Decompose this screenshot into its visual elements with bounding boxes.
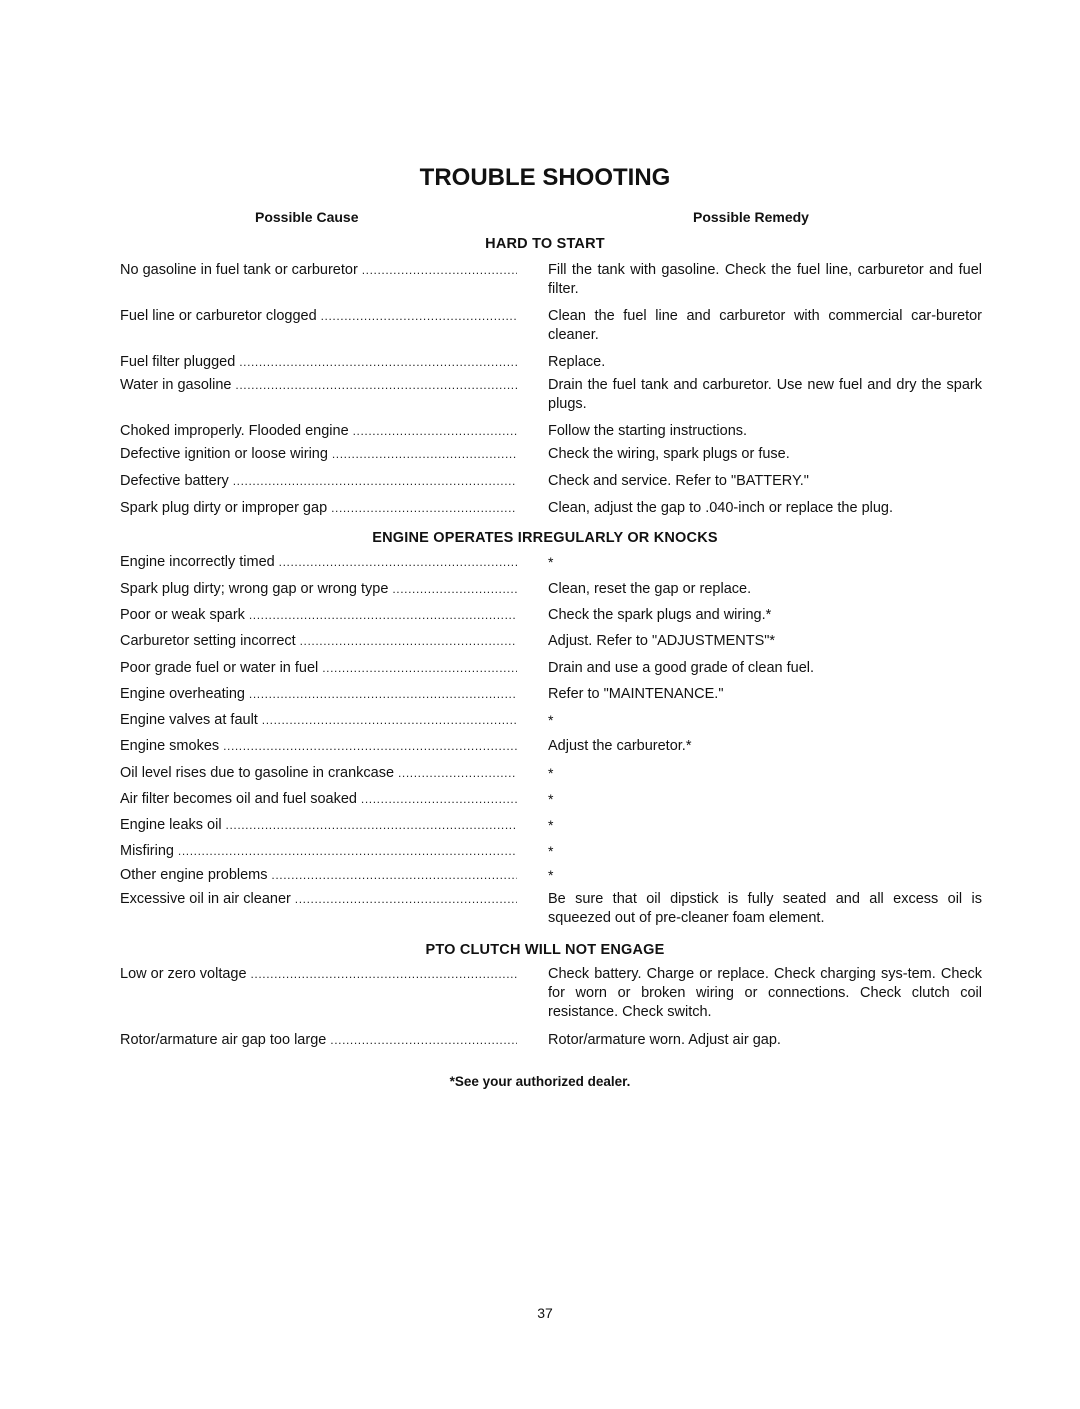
cause-text: Poor grade fuel or water in fuel ..... — [120, 659, 517, 678]
remedy-text: Check the spark plugs and wiring.* — [548, 607, 772, 623]
remedy-text: * — [548, 843, 554, 859]
cause-text: Fuel filter plugged ..... — [120, 353, 517, 372]
remedy-text: Check battery. Charge or replace. Check charging sys-tem. Check for worn or broken wiring or connections. Check clutch coil resistance. Check switch. — [548, 966, 982, 1020]
remedy-text: * — [548, 791, 554, 807]
remedy-text: Be sure that oil dipstick is fully seated and all excess oil is squeezed out of pre-cleaner foam element. — [548, 891, 982, 926]
remedy-text: Clean, adjust the gap to .040-inch or replace the plug. — [548, 500, 894, 516]
possible-remedy-header: Possible Remedy — [693, 209, 809, 225]
cause-text: Choked improperly. Flooded engine ..... — [120, 422, 517, 441]
remedy-text: Clean, reset the gap or replace. — [548, 581, 752, 597]
cause-text: Carburetor setting incorrect ..... — [120, 632, 517, 651]
remedy-text: Drain the fuel tank and carburetor. Use new fuel and dry the spark plugs. — [548, 377, 982, 412]
cause-text: Engine leaks oil ..... — [120, 816, 517, 835]
cause-text: Spark plug dirty or improper gap ..... — [120, 499, 517, 518]
remedy-text: Refer to "MAINTENANCE." — [548, 686, 724, 702]
remedy-text: Adjust the carburetor.* — [548, 738, 692, 754]
cause-text: Low or zero voltage ..... — [120, 965, 517, 984]
remedy-text: * — [548, 867, 554, 883]
cause-text: Excessive oil in air cleaner ..... — [120, 890, 517, 909]
page-number: 37 — [537, 1305, 553, 1321]
remedy-text: * — [548, 712, 554, 728]
cause-text: Engine incorrectly timed ..... — [120, 553, 517, 572]
remedy-text: * — [548, 765, 554, 781]
remedy-text: Check the wiring, spark plugs or fuse. — [548, 446, 790, 462]
possible-cause-header: Possible Cause — [255, 209, 359, 225]
remedy-text: Drain and use a good grade of clean fuel. — [548, 660, 815, 676]
section-heading-engine-irregular: ENGINE OPERATES IRREGULARLY OR KNOCKS — [372, 530, 718, 546]
cause-text: Water in gasoline ..... — [120, 376, 517, 395]
cause-text: Air filter becomes oil and fuel soaked ..... — [120, 790, 517, 809]
cause-text: Defective ignition or loose wiring ..... — [120, 445, 517, 464]
cause-text: Other engine problems ..... — [120, 866, 517, 885]
section-heading-hard-to-start: HARD TO START — [485, 236, 605, 252]
cause-text: Engine valves at fault ..... — [120, 711, 517, 730]
cause-text: Defective battery ..... — [120, 472, 517, 491]
remedy-text: Fill the tank with gasoline. Check the fuel line, carburetor and fuel filter. — [548, 262, 982, 297]
remedy-text: * — [548, 554, 554, 570]
remedy-text: Adjust. Refer to "ADJUSTMENTS"* — [548, 633, 776, 649]
remedy-text: Check and service. Refer to "BATTERY." — [548, 473, 809, 489]
remedy-text: Replace. — [548, 354, 606, 370]
cause-text: Spark plug dirty; wrong gap or wrong type ..... — [120, 580, 517, 599]
remedy-text: Clean the fuel line and carburetor with commercial car-buretor cleaner. — [548, 308, 982, 343]
cause-text: Engine smokes ..... — [120, 737, 517, 756]
cause-text: Misfiring ..... — [120, 842, 517, 861]
section-heading-pto-clutch: PTO CLUTCH WILL NOT ENGAGE — [425, 942, 665, 958]
remedy-text: Follow the starting instructions. — [548, 423, 748, 439]
remedy-text: Rotor/armature worn. Adjust air gap. — [548, 1032, 781, 1048]
cause-text: Rotor/armature air gap too large ..... — [120, 1031, 517, 1050]
remedy-text: * — [548, 817, 554, 833]
cause-text: Poor or weak spark ..... — [120, 606, 517, 625]
cause-text: Engine overheating ..... — [120, 685, 517, 704]
cause-text: Oil level rises due to gasoline in crankcase ..... — [120, 764, 517, 783]
authorized-dealer-footnote: *See your authorized dealer. — [449, 1074, 631, 1089]
cause-text: Fuel line or carburetor clogged ..... — [120, 307, 517, 326]
cause-text: No gasoline in fuel tank or carburetor ..... — [120, 261, 517, 280]
page-title: TROUBLE SHOOTING — [419, 164, 671, 191]
